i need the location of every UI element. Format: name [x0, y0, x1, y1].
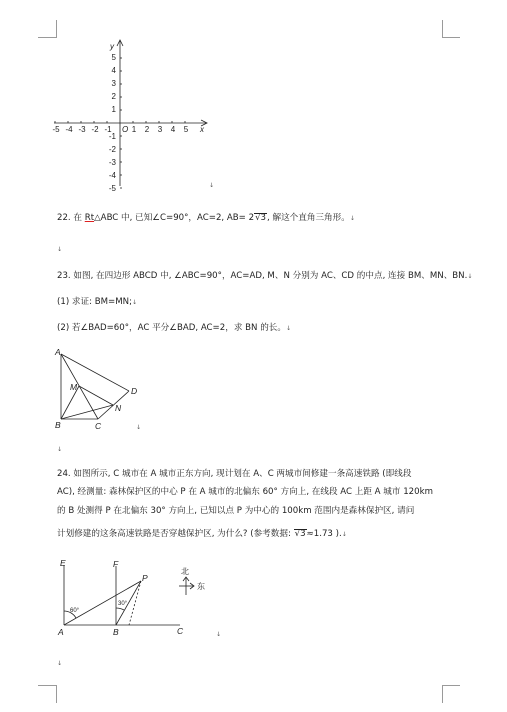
crop-mark-bottom-right — [442, 685, 460, 686]
question-24-line-1: 24. 如图所示, C 城市在 A 城市正东方向, 现计划在 A、C 两城市间修建一条高速铁路 (即线段 — [57, 469, 412, 479]
label-m: M — [70, 382, 78, 392]
crop-mark-bottom-left — [38, 685, 56, 686]
x-tick-label: -5 — [52, 125, 60, 134]
x-tick-label: 1 — [131, 125, 137, 134]
y-tick-label: 2 — [111, 92, 116, 101]
paragraph-mark: ↓ — [57, 246, 63, 253]
q23-part1: (1) 求证: BM=MN; — [57, 297, 132, 307]
x-tick-label: 2 — [144, 125, 150, 134]
angle-label-30: 30° — [118, 601, 128, 607]
y-tick-label: 5 — [111, 53, 116, 62]
crop-mark-bottom-left — [56, 685, 57, 703]
question-23-part-2 — [57, 322, 291, 335]
label-b: B — [55, 420, 61, 430]
crop-mark-bottom-right — [442, 685, 443, 703]
x-tick-label: 3 — [157, 125, 163, 134]
compass-icon — [176, 565, 214, 603]
angle-label-60: 60° — [70, 608, 80, 614]
label-p: P — [142, 573, 148, 583]
label-n: N — [115, 403, 122, 413]
q23-figure — [52, 345, 147, 435]
q22-body: △ABC 中, 已知∠C=90°，AC=2, AB= 2 — [94, 213, 255, 223]
origin-label: O — [122, 125, 129, 134]
x-tick-label: -2 — [91, 125, 99, 134]
angle-arc-b — [116, 608, 124, 610]
y-tick-label: -2 — [108, 145, 116, 154]
y-axis-label: y — [110, 42, 114, 51]
x-tick-label: 4 — [170, 125, 176, 134]
x-axis-label: x — [200, 125, 204, 134]
perpendicular-foot — [129, 581, 141, 625]
y-tick-label: -3 — [108, 158, 116, 167]
q23-stem: 23. 如图, 在四边形 ABCD 中, ∠ABC=90°，AC=AD, M、N 分别为 AC、CD 的中点, 连接 BM、MN、BN. — [57, 271, 468, 281]
sqrt-symbol: √3 — [255, 213, 267, 223]
label-c: C — [177, 626, 184, 636]
segment-mn — [79, 386, 113, 405]
segment-ap — [64, 581, 141, 625]
crop-mark-top-right — [442, 20, 443, 38]
q22-radicand: 3 — [260, 213, 267, 223]
paragraph-mark: ↓ — [285, 325, 292, 332]
east-label: 东 — [197, 582, 205, 591]
paragraph-mark: ↓ — [136, 424, 142, 431]
paragraph-mark: ↓ — [131, 299, 138, 306]
y-tick-label: 4 — [111, 66, 116, 75]
paragraph-mark: ↓ — [216, 631, 222, 638]
q23-part2: (2) 若∠BAD=60°，AC 平分∠BAD, AC=2，求 BN 的长。 — [57, 323, 286, 333]
q22-prefix: 22. 在 — [57, 213, 85, 223]
paragraph-mark: ↓ — [467, 273, 473, 280]
y-tick-label: -4 — [108, 171, 116, 180]
y-tick-label: 1 — [111, 105, 116, 114]
label-a: A — [58, 627, 64, 637]
q22-tail: , 解这个直角三角形。 — [267, 213, 350, 223]
coordinate-graph — [50, 36, 215, 194]
question-22 — [57, 212, 355, 225]
question-23-part-1 — [57, 296, 137, 309]
x-tick-label: 5 — [183, 125, 189, 134]
question-23-stem — [57, 270, 472, 283]
question-24-line-4 — [57, 528, 347, 541]
label-b: B — [113, 627, 119, 637]
y-tick-label: 3 — [111, 79, 116, 88]
segment-cd — [98, 391, 129, 419]
q24-line4-end: ≈1.73 ). — [306, 529, 342, 539]
question-24-line-3: 的 B 处测得 P 在北偏东 30° 方向上, 已知以点 P 为中心的 100km 范围内是森林保护区, 请问 — [57, 506, 415, 516]
y-tick-label: -5 — [108, 184, 116, 193]
q24-radicand: 3 — [300, 529, 306, 539]
paragraph-mark: ↓ — [209, 182, 215, 189]
label-e: E — [60, 558, 66, 568]
question-24-line-2: AC), 经测量: 森林保护区的中心 P 在 A 城市的北偏东 60° 方向上, 在线段 AC 上距 A 城市 120km — [57, 487, 433, 497]
q22-rt: Rt — [84, 213, 95, 223]
label-c: C — [95, 421, 102, 431]
label-f: F — [113, 559, 119, 569]
x-tick-label: -3 — [78, 125, 86, 134]
x-tick-label: -1 — [104, 125, 112, 134]
label-a: A — [55, 347, 61, 357]
q24-line4-start: 计划修建的这条高速铁路是否穿越保护区, 为什么? (参考数据: — [57, 529, 291, 539]
paragraph-mark: ↓ — [57, 446, 63, 453]
sqrt-symbol: √3 — [294, 529, 306, 539]
crop-mark-top-right — [442, 37, 460, 38]
x-tick-label: -4 — [65, 125, 73, 134]
paragraph-mark: ↓ — [341, 531, 347, 538]
north-label: 北 — [181, 567, 189, 576]
y-tick-label: -1 — [108, 132, 116, 141]
label-d: D — [131, 386, 138, 396]
paragraph-mark: ↓ — [57, 660, 63, 667]
paragraph-mark: ↓ — [349, 215, 355, 222]
